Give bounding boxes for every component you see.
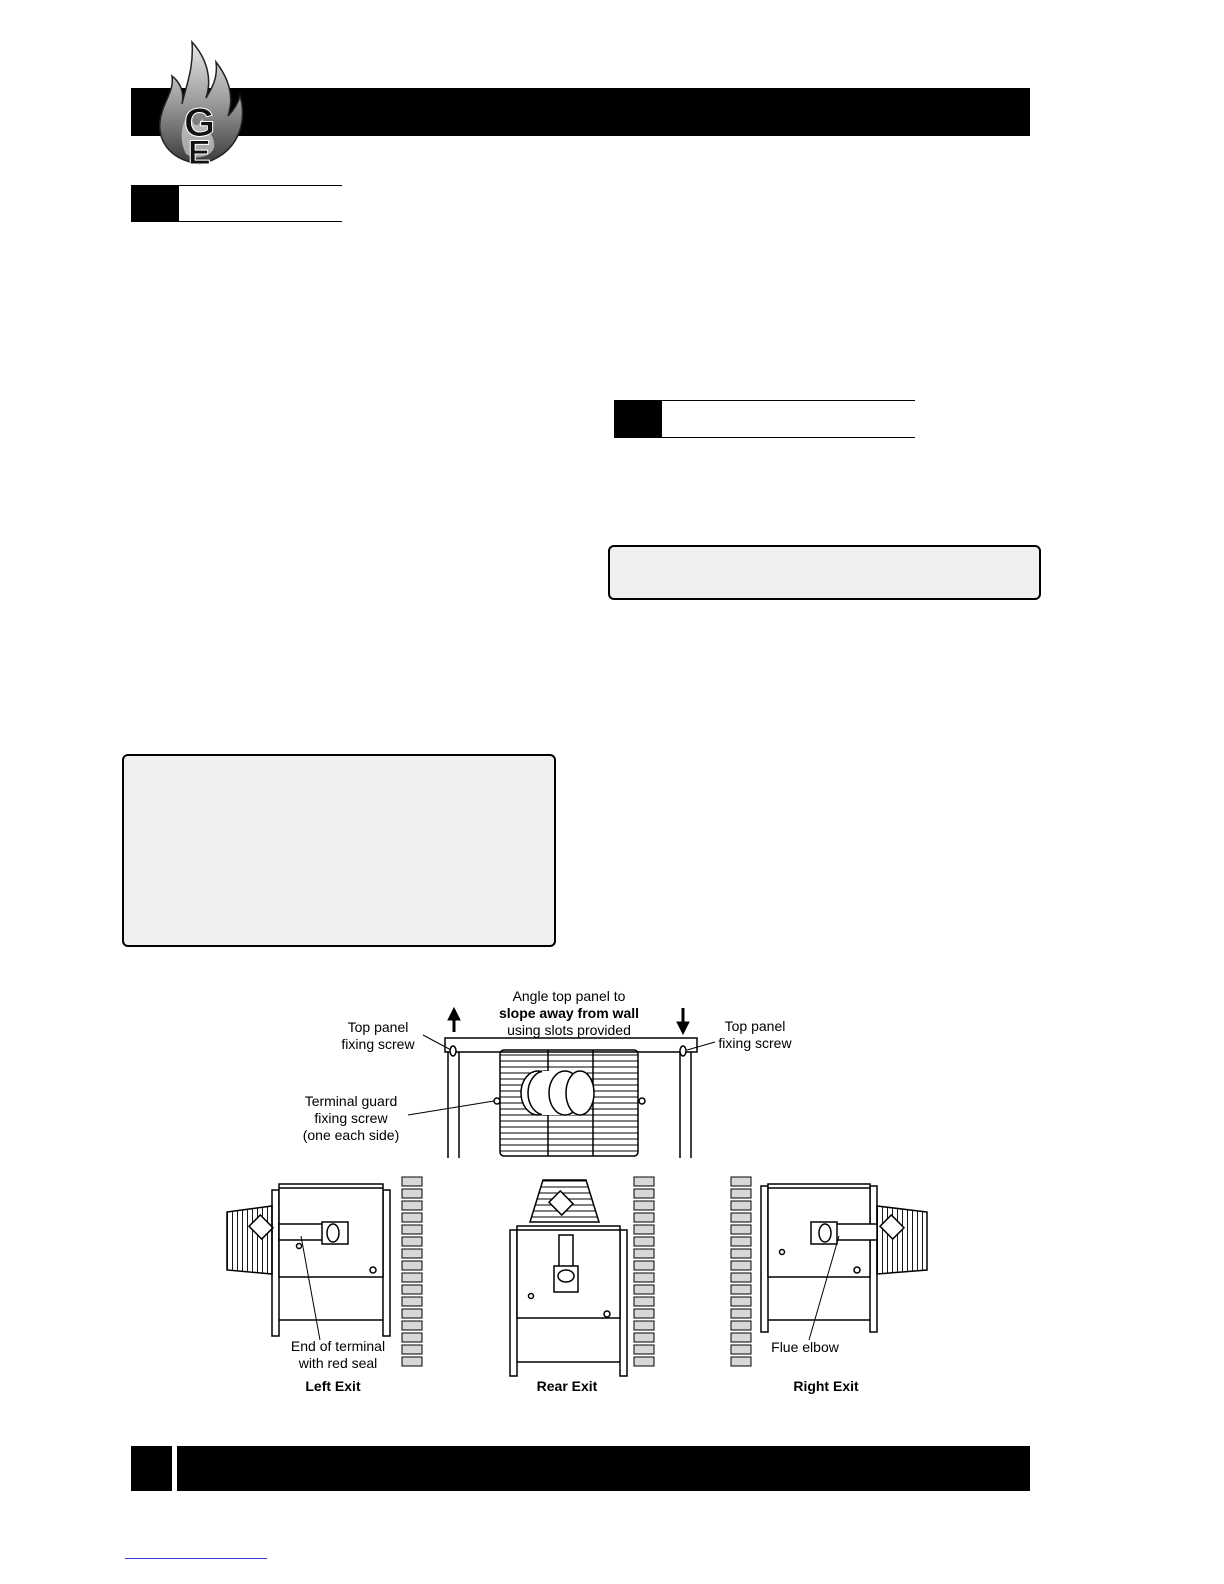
left-exit-caption: Left Exit (305, 1378, 361, 1394)
guard-label-line2: fixing screw (314, 1110, 388, 1126)
warning-box (122, 754, 556, 947)
top-callout-line3: using slots provided (507, 1022, 631, 1038)
down-arrow-icon (677, 1008, 689, 1034)
rear-exit-caption: Rear Exit (536, 1378, 598, 1394)
header-bar (131, 88, 1030, 136)
guard-label-line3: (one each side) (302, 1127, 400, 1143)
link-underline[interactable] (125, 1558, 267, 1559)
left-exit-view (227, 1184, 390, 1340)
note-box (608, 545, 1041, 600)
guard-label-line1: Terminal guard (304, 1093, 398, 1109)
brick-wall (402, 1177, 422, 1366)
svg-text:G: G (184, 101, 216, 145)
section-number-block (614, 400, 662, 438)
terminal-exit-diagram (215, 980, 955, 1400)
footer-page-number-block (131, 1446, 172, 1491)
svg-text:E: E (188, 134, 211, 168)
up-arrow-icon (448, 1008, 460, 1032)
section-number-block (131, 185, 179, 222)
brick-wall (634, 1177, 654, 1366)
brick-wall (731, 1177, 751, 1366)
right-exit-view (761, 1184, 927, 1340)
top-left-label-line2: fixing screw (341, 1036, 415, 1052)
section-title-rule (662, 400, 915, 438)
right-exit-caption: Right Exit (793, 1378, 859, 1394)
top-callout-line2: slope away from wall (498, 1005, 640, 1021)
top-right-label-line2: fixing screw (718, 1035, 792, 1051)
rear-exit-view (510, 1180, 627, 1376)
right-callout: Flue elbow (771, 1339, 839, 1355)
ge-flame-logo (150, 38, 250, 168)
top-right-label-line1: Top panel (724, 1018, 786, 1034)
left-callout-line2: with red seal (298, 1355, 378, 1371)
footer-bar (177, 1446, 1030, 1491)
front-view (445, 1038, 697, 1158)
left-callout-line1: End of terminal (290, 1338, 386, 1354)
top-callout-line1: Angle top panel to (512, 988, 626, 1004)
section-title-rule (179, 185, 342, 222)
top-left-label-line1: Top panel (347, 1019, 409, 1035)
